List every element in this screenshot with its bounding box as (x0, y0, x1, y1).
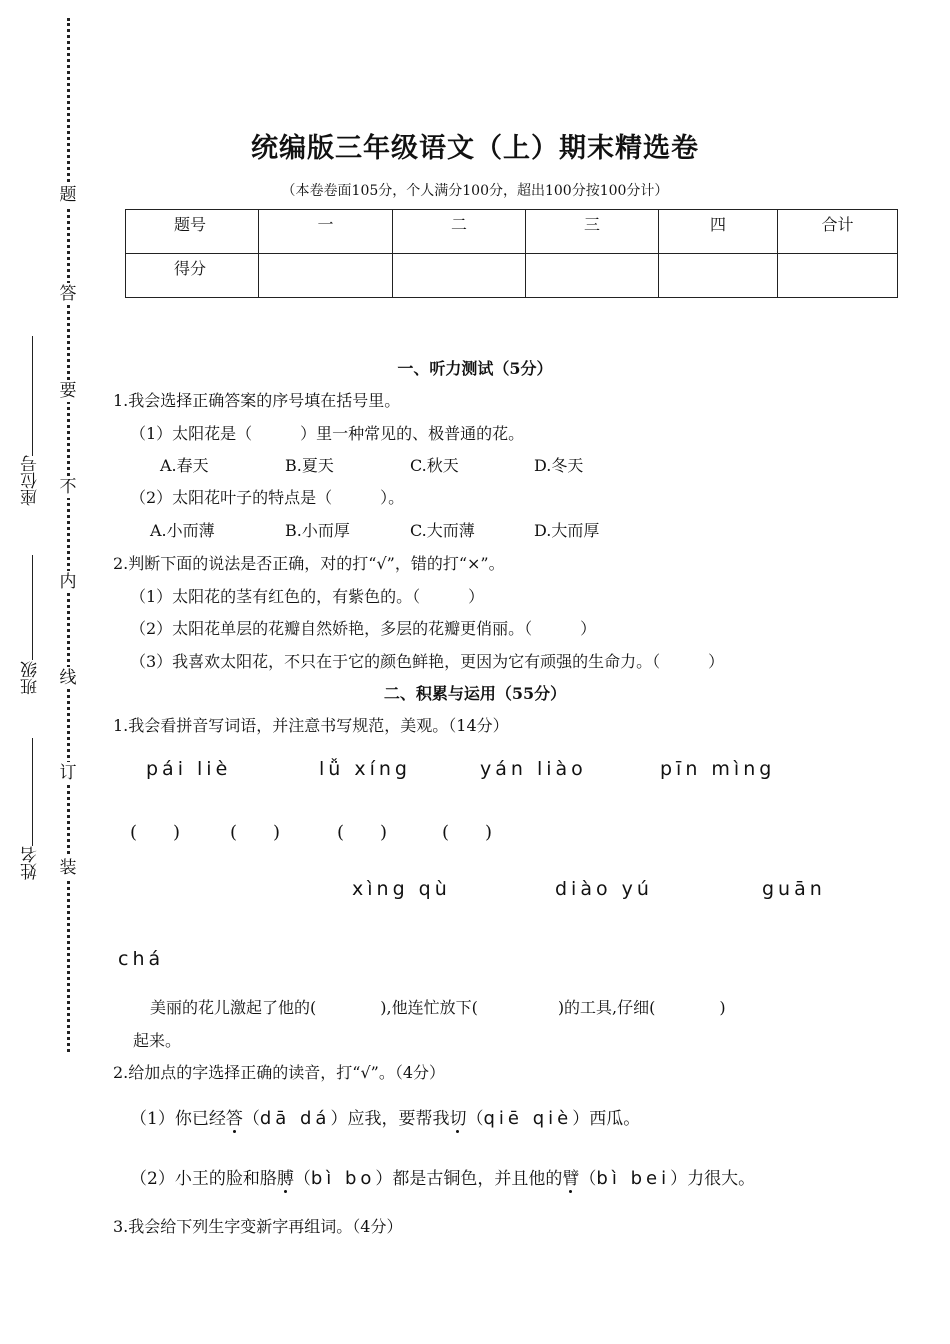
margin-char: 内 (59, 572, 77, 592)
dotted-char: 答 (226, 1104, 243, 1129)
judge-item: （1）太阳花的茎有红色的，有紫色的。（ ） (130, 587, 485, 606)
seat-number-line (32, 336, 33, 456)
option: A.春天 (160, 456, 209, 475)
option: B.夏天 (285, 456, 334, 475)
reading-item-1: （1）你已经答（dā dá）应我，要帮我切（qiē qiè）西瓜。 (130, 1104, 640, 1129)
question-stem: 1.我会看拼音写词语，并注意书写规范，美观。（14分） (113, 716, 509, 735)
margin-char: 线 (59, 668, 77, 688)
reading-text: ）应我，要帮我 (330, 1109, 450, 1129)
score-header-cell: 题号 (126, 210, 259, 254)
pinyin-word: diào yú (555, 878, 653, 900)
score-header-cell: 一 (259, 210, 393, 254)
option: A.小而薄 (150, 521, 215, 540)
score-header-cell: 合计 (778, 210, 898, 254)
pinyin-options[interactable]: qiē qiè (483, 1108, 573, 1129)
option: C.大而薄 (410, 521, 475, 540)
option: D.大而厚 (534, 521, 600, 540)
pinyin-word: pīn mìng (660, 758, 776, 780)
margin-char: 不 (59, 477, 77, 497)
binding-dotted-line (67, 18, 70, 1052)
judge-item: （2）太阳花单层的花瓣自然娇艳，多层的花瓣更俏丽。（ ） (130, 619, 597, 638)
page-subtitle: （本卷卷面105分，个人满分100分，超出100分按100分计） (281, 183, 669, 199)
score-value-row (126, 254, 898, 298)
section2-heading: 二、积累与运用（55分） (383, 684, 567, 703)
pinyin-word: guān (762, 878, 826, 900)
option: B.小而厚 (285, 521, 350, 540)
fill-sentence: 起来。 (133, 1031, 182, 1050)
sub-question: （1）太阳花是（ ）里一种常见的、极普通的花。 (130, 424, 525, 443)
margin-char: 装 (59, 858, 77, 878)
sub-question: （2）太阳花叶子的特点是（ ）。 (130, 488, 405, 507)
score-header-cell: 三 (526, 210, 659, 254)
reading-text: ）西瓜。 (572, 1109, 641, 1129)
margin-char: 答 (59, 284, 77, 304)
dotted-char: 切 (449, 1104, 466, 1129)
score-header-row (126, 210, 898, 254)
margin-char: 题 (59, 185, 77, 205)
score-row-label: 得分 (126, 254, 259, 298)
reading-text: （2）小王的脸和胳 (130, 1169, 277, 1189)
answer-blank[interactable]: ( ) (230, 822, 281, 843)
pinyin-word: pái liè (146, 758, 232, 780)
class-label: 班级 (21, 661, 41, 695)
question-stem: 3.我会给下列生字变新字再组词。（4分） (113, 1217, 403, 1236)
question-stem: 2.给加点的字选择正确的读音，打“√”。（4分） (113, 1063, 446, 1082)
score-cell[interactable] (659, 254, 778, 298)
section1-heading: 一、听力测试（5分） (397, 359, 553, 378)
reading-text: ）都是古铜色，并且他的 (375, 1169, 563, 1189)
score-cell[interactable] (259, 254, 393, 298)
answer-blank[interactable]: ( ) (130, 822, 181, 843)
pinyin-options[interactable]: bì bei (596, 1168, 671, 1189)
seat-number-label: 座位号 (21, 455, 41, 506)
reading-item-2: （2）小王的脸和胳膊（bì bo）都是古铜色，并且他的臂（bì bei）力很大。 (130, 1164, 755, 1189)
pinyin-options[interactable]: bì bo (310, 1168, 376, 1189)
reading-text: （1）你已经 (130, 1109, 226, 1129)
page-title: 统编版三年级语文（上）期末精选卷 (251, 133, 699, 164)
answer-blank[interactable]: ( ) (337, 822, 388, 843)
pinyin-word: lǚ xíng (319, 758, 411, 780)
reading-text: ）力很大。 (670, 1169, 756, 1189)
margin-char: 订 (59, 763, 77, 783)
pinyin-word: chá (118, 948, 165, 970)
score-table (125, 209, 898, 298)
dotted-char: 膊 (277, 1164, 294, 1189)
pinyin-word: yán liào (480, 758, 587, 780)
question-stem: 1.我会选择正确答案的序号填在括号里。 (113, 391, 401, 410)
score-header-cell: 二 (393, 210, 526, 254)
score-header-cell: 四 (659, 210, 778, 254)
option: C.秋天 (410, 456, 459, 475)
pinyin-word: xìng qù (352, 878, 451, 900)
pinyin-options[interactable]: dā dá (259, 1108, 331, 1129)
margin-char: 要 (59, 381, 77, 401)
name-line (32, 738, 33, 846)
name-label: 姓名 (21, 846, 41, 880)
question-stem: 2.判断下面的说法是否正确，对的打“√”，错的打“×”。 (113, 554, 505, 573)
judge-item: （3）我喜欢太阳花，不只在于它的颜色鲜艳，更因为它有顽强的生命力。（ ） (130, 652, 725, 671)
score-cell[interactable] (393, 254, 526, 298)
score-cell[interactable] (778, 254, 898, 298)
dotted-char: 臂 (562, 1164, 579, 1189)
fill-sentence: 美丽的花儿激起了他的( ),他连忙放下( )的工具,仔细( ) (150, 998, 726, 1017)
option: D.冬天 (534, 456, 584, 475)
answer-blank[interactable]: ( ) (442, 822, 493, 843)
class-line (32, 555, 33, 660)
score-cell[interactable] (526, 254, 659, 298)
